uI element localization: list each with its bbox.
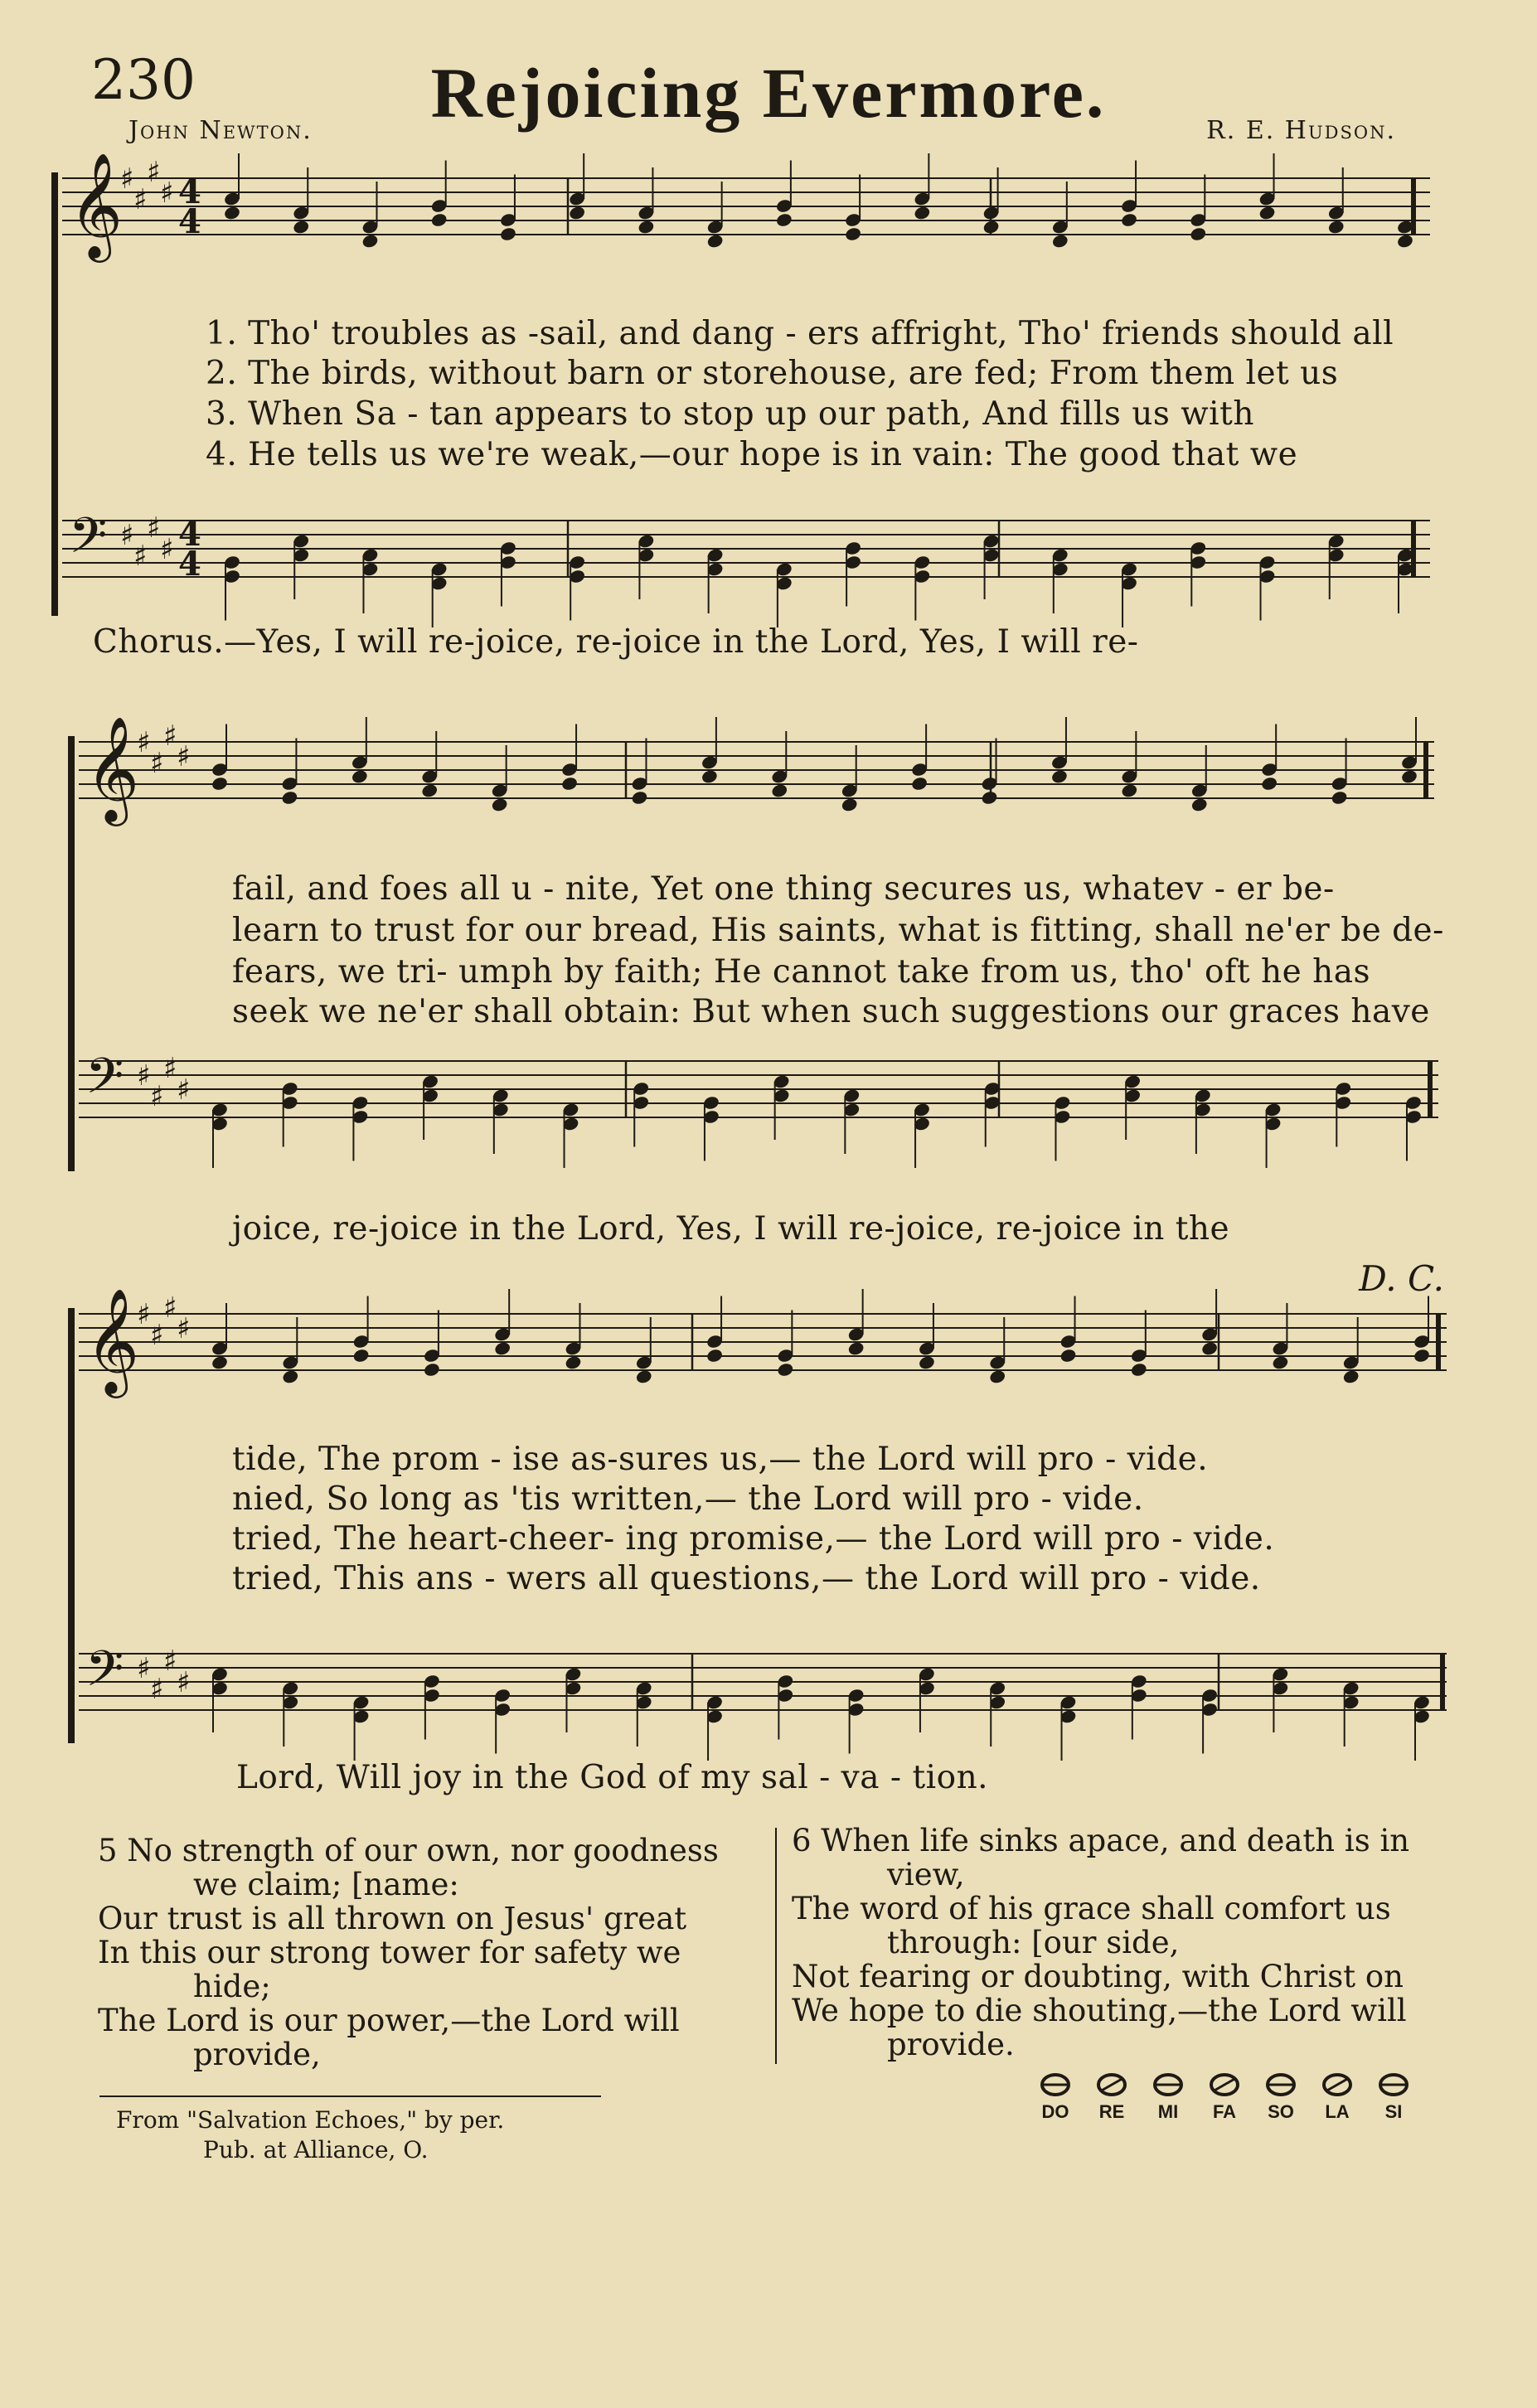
system-bracket [51, 172, 58, 616]
system1-chorus-lyrics: Chorus.—Yes, I will re-joice, re-joice in the Lord, Yes, I will re- [93, 623, 1139, 661]
sharp-icon: ♯ [133, 540, 148, 573]
note-head [777, 1362, 795, 1378]
stanza-5-line: hide; [193, 1969, 271, 2004]
sharp-icon: ♯ [163, 719, 177, 753]
sharp-icon: ♯ [177, 1312, 191, 1345]
sharp-icon: ♯ [160, 533, 174, 566]
note-head [705, 1348, 724, 1364]
note-head [1331, 790, 1349, 806]
note-head [1190, 797, 1209, 812]
note-head [631, 790, 649, 806]
note-head [223, 205, 241, 220]
footnote-line: From "Salvation Echoes," by per. [116, 2106, 505, 2134]
note-head [493, 1340, 512, 1356]
system3-stanza1-lyrics: tide, The prom - ise as-sures us,— the Lord will pro - vide. [232, 1441, 1209, 1478]
note-head [211, 1354, 229, 1370]
note-head [281, 1369, 299, 1384]
note-head [844, 226, 862, 242]
note-head [981, 790, 999, 806]
bass-clef-icon: 𝄢 [85, 1640, 124, 1709]
shape-note-mark [1213, 2078, 1236, 2091]
note-head [430, 212, 448, 228]
stanza-6-line: view, [887, 1857, 965, 1892]
sharp-icon: ♯ [137, 726, 151, 759]
note-head [1342, 1369, 1360, 1384]
note-head [638, 219, 656, 235]
sharp-icon: ♯ [137, 1298, 151, 1331]
note-head [211, 776, 229, 792]
sharp-icon: ♯ [177, 1666, 191, 1699]
hymn-title: Rejoicing Evermore. [430, 53, 1107, 133]
stanza-5-line: 5 No strength of our own, nor goodness [98, 1833, 719, 1868]
note-head [775, 212, 793, 228]
sharp-icon: ♯ [150, 747, 164, 780]
note-head [491, 797, 509, 812]
stanza-5-line: The Lord is our power,—the Lord will [98, 2003, 680, 2038]
stanza-6 [792, 1824, 1409, 2062]
note-head [423, 1362, 441, 1378]
note-head [910, 776, 929, 792]
sharp-icon: ♯ [137, 1652, 151, 1685]
system2-stanza3-lyrics: fears, we tri- umph by faith; He cannot take from us, tho' oft he has [232, 953, 1371, 991]
stanza-6-line: Not fearing or doubting, with Christ on [792, 1959, 1404, 1994]
note-head [361, 233, 380, 249]
note-head [770, 782, 788, 798]
stanza-5-line: provide, [193, 2037, 321, 2072]
solfege-syllable: SI [1384, 2101, 1403, 2122]
note-head [565, 1354, 583, 1370]
note-head [706, 233, 725, 249]
note-head [988, 1369, 1006, 1384]
note-head [1258, 205, 1277, 220]
sharp-icon: ♯ [150, 1673, 164, 1706]
solfege-shape-key [1035, 2068, 1433, 2122]
stanza-6-line: 6 When life sinks apace, and death is in [792, 1823, 1410, 1858]
system3-stanza2-lyrics: nied, So long as 'tis written,— the Lord will pro - vide. [232, 1480, 1144, 1518]
stanza-5-line: we claim; [name: [193, 1867, 459, 1902]
note-head [982, 219, 1001, 235]
system-bracket [68, 1308, 75, 1743]
footnote-rule [99, 2095, 601, 2097]
time-signature-icon: 4 [178, 545, 201, 584]
words-credit: John Newton. [128, 116, 313, 145]
solfege-syllable: SO [1268, 2101, 1294, 2122]
solfege-syllable: RE [1098, 2101, 1125, 2122]
system3-chorus-lyrics: Lord, Will joy in the God of my sal - va - tion. [236, 1759, 989, 1796]
system1-stanza4-lyrics: 4. He tells us we're weak,—our hope is in vain: The good that we [206, 436, 1298, 473]
solfege-syllable: FA [1212, 2101, 1237, 2122]
note-head [841, 797, 859, 812]
system1-stanza2-lyrics: 2. The birds, without barn or storehouse, are fed; From them let us [206, 355, 1339, 392]
time-signature-icon: 4 [178, 202, 201, 241]
note-head [499, 226, 517, 242]
shape-note-mark [1100, 2078, 1123, 2091]
sharp-icon: ♯ [177, 1073, 191, 1107]
music-credit: R. E. Hudson. [1206, 116, 1396, 145]
dc-mark: D. C. [1359, 1258, 1444, 1299]
note-head [1121, 782, 1139, 798]
system3-stanza4-lyrics: tried, This ans - wers all questions,— the Lord will pro - vide. [232, 1560, 1261, 1597]
sharp-icon: ♯ [120, 519, 134, 552]
sharp-icon: ♯ [163, 1291, 177, 1325]
solfege-syllable: LA [1325, 2101, 1350, 2122]
solfege-syllable: DO [1041, 2101, 1069, 2122]
stanza-5-line: In this our strong tower for safety we [98, 1935, 681, 1970]
system2-stanza4-lyrics: seek we ne'er shall obtain: But when such suggestions our graces have [232, 993, 1430, 1030]
note-head [1050, 768, 1069, 784]
system2-stanza1-lyrics: fail, and foes all u - nite, Yet one thing secures us, whatev - er be- [232, 870, 1335, 908]
stanza-6-line: provide. [887, 2027, 1015, 2062]
column-divider [775, 1828, 777, 2064]
note-head [1051, 233, 1069, 249]
note-head [635, 1369, 653, 1384]
note-head [1130, 1362, 1148, 1378]
footnote [116, 2105, 504, 2165]
system2-chorus-lyrics: joice, re-joice in the Lord, Yes, I will re-joice, re-joice in the [232, 1210, 1230, 1248]
note-head [1189, 226, 1207, 242]
treble-clef-icon: 𝄞 [85, 715, 140, 821]
sharp-icon: ♯ [163, 1052, 177, 1085]
note-head [292, 219, 310, 235]
bass-clef-icon: 𝄢 [69, 506, 108, 576]
note-head [918, 1354, 936, 1370]
note-head [352, 1348, 371, 1364]
note-head [701, 768, 719, 784]
stanza-6-line: We hope to die shouting,—the Lord will [792, 1993, 1407, 2028]
shape-note-mark [1326, 2078, 1349, 2091]
sharp-icon: ♯ [147, 511, 161, 545]
system-bracket [68, 736, 75, 1171]
stanza-6-line: through: [our side, [887, 1925, 1180, 1960]
note-head [1396, 233, 1414, 249]
note-head [1400, 768, 1418, 784]
system3-stanza3-lyrics: tried, The heart-cheer- ing promise,— the Lord will pro - vide. [232, 1520, 1275, 1558]
note-head [1059, 1348, 1078, 1364]
bass-clef-icon: 𝄢 [85, 1047, 124, 1117]
treble-clef-icon: 𝄞 [69, 152, 124, 258]
note-head [914, 205, 932, 220]
stanza-5 [98, 1834, 719, 2071]
note-head [560, 776, 579, 792]
treble-clef-icon: 𝄞 [85, 1287, 140, 1393]
stanza-6-line: The word of his grace shall comfort us [792, 1891, 1391, 1926]
note-head [281, 790, 299, 806]
sharp-icon: ♯ [147, 156, 161, 189]
note-head [1200, 1340, 1219, 1356]
stanza-5-line: Our trust is all thrown on Jesus' great [98, 1901, 687, 1936]
sharp-icon: ♯ [150, 1080, 164, 1113]
note-head [847, 1340, 865, 1356]
note-head [1413, 1348, 1431, 1364]
shape-notes [1035, 2068, 1433, 2101]
note-head [1120, 212, 1138, 228]
page-number: 230 [91, 48, 196, 112]
sharp-icon: ♯ [133, 183, 148, 216]
sharp-icon: ♯ [160, 177, 174, 210]
note-head [1260, 776, 1278, 792]
time-signature-icon: 4 [178, 172, 201, 211]
sharp-icon: ♯ [163, 1645, 177, 1678]
sharp-icon: ♯ [120, 162, 134, 196]
sharp-icon: ♯ [150, 1319, 164, 1352]
sharp-icon: ♯ [177, 740, 191, 773]
note-head [420, 782, 439, 798]
solfege-syllable: MI [1157, 2101, 1179, 2122]
system1-stanza3-lyrics: 3. When Sa - tan appears to stop up our path, And fills us with [206, 395, 1254, 433]
sharp-icon: ♯ [137, 1059, 151, 1093]
system1-stanza1-lyrics: 1. Tho' troubles as -sail, and dang - ers affright, Tho' friends should all [206, 315, 1394, 352]
system2-stanza2-lyrics: learn to trust for our bread, His saints, what is fitting, shall ne'er be de- [232, 912, 1444, 949]
note-head [1327, 219, 1345, 235]
note-head [1272, 1354, 1290, 1370]
time-signature-icon: 4 [178, 515, 201, 554]
note-head [351, 768, 369, 784]
footnote-line: Pub. at Alliance, O. [203, 2136, 429, 2163]
note-head [568, 205, 586, 220]
